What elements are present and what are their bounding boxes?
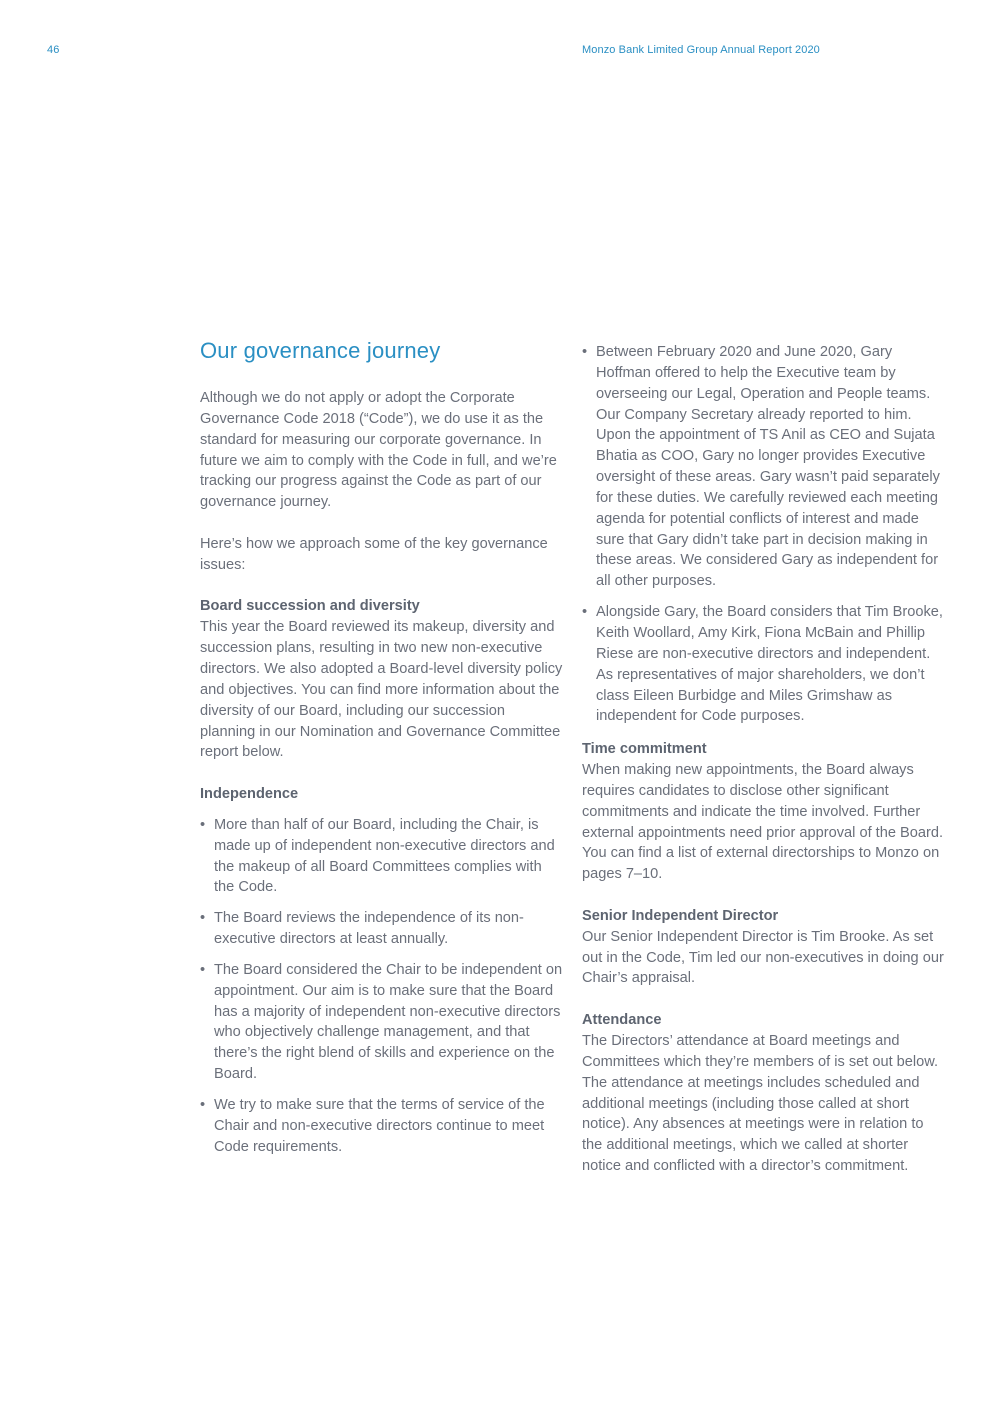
list-item-text: We try to make sure that the terms of service of the Chair and non-executive directors continue to meet Code requirements. (214, 1097, 545, 1155)
right-column (582, 336, 946, 1198)
attendance-body: The Directors’ attendance at Board meetings and Committees which they’re members of is set out below. The attendance at meetings includes scheduled and additional meetings (including those called at short notice). Any absences at meetings were in relation to the additional meetings, which we called at shorter notice and conflicted with a director’s commitment. (582, 1033, 939, 1175)
list-item-text: The Board considered the Chair to be independent on appointment. Our aim is to make sure that the Board has a majority of independent non-executive directors who objectively challenge management, and that there’s the right blend of skills and experience on the Board. (214, 961, 563, 1083)
bullet-icon: • (200, 961, 206, 978)
bullet-icon: • (582, 344, 588, 360)
list-item-text: Alongside Gary, the Board considers that Tim Brooke, Keith Woollard, Amy Kirk, Fiona McBain and Phillip Riese are non-executive directors and independent. As representatives of major shareholders, we don’t class Eileen Burbidge and Miles Grimshaw as independent for Code purposes. (596, 604, 943, 725)
list-item-text: Between February 2020 and June 2020, Gary Hoffman offered to help the Executive team by overseeing our Legal, Operation and People teams. Our Company Secretary already reported to him. Upon the appointment of TS Anil as CEO and Sujata Bhatia as COO, Gary no longer provides Executive oversight of these areas. Gary wasn’t paid separately for these duties. We carefully reviewed each meeting agenda for potential conflicts of interest and made sure that Gary didn’t take part in decision making in these areas. We considered Gary as independent for all other purposes. (596, 344, 940, 590)
report-title: Monzo Bank Limited Group Annual Report 2020 (582, 44, 820, 56)
list-item-text: The Board reviews the independence of its non-executive directors at least annually. (214, 910, 524, 948)
list-item (200, 908, 564, 950)
page-title: Our governance journey (200, 338, 441, 363)
time-commitment-body: When making new appointments, the Board always requires candidates to disclose other significant commitments and indicate the time involved. Further external appointments need prior approval of the Board. You can find a list of external directorships to Monzo on pages 7–10. (582, 762, 944, 883)
list-item (582, 602, 946, 727)
attendance-heading: Attendance (582, 1012, 662, 1029)
independence-list-continued (582, 342, 946, 727)
approach-paragraph: Here’s how we approach some of the key governance issues: (200, 535, 548, 573)
page-number: 46 (47, 44, 60, 56)
senior-independent-director-body: Our Senior Independent Director is Tim Brooke. As set out in the Code, Tim led our non-executives in doing our Chair’s appraisal. (582, 928, 944, 987)
independence-list (200, 815, 564, 1158)
list-item (200, 1095, 564, 1158)
list-item-text: More than half of our Board, including the Chair, is made up of independent non-executive directors and the makeup of all Board Committees complies with the Code. (214, 816, 555, 896)
intro-paragraph: Although we do not apply or adopt the Corporate Governance Code 2018 (“Code”), we do use it as the standard for measuring our corporate governance. In future we aim to comply with the Code in full, and we’re tracking our progress against the Code as part of our governance journey. (200, 390, 557, 511)
list-item (582, 342, 946, 592)
time-commitment-heading: Time commitment (582, 741, 707, 758)
board-succession-body: This year the Board reviewed its makeup, diversity and succession plans, resulting in two new non-executive directors. We also adopted a Board-level diversity policy and objectives. You can find more information about the diversity of our Board, including our succession planning in our Nomination and Governance Committee report below. (200, 619, 563, 761)
independence-heading: Independence (200, 786, 299, 803)
senior-independent-director-heading: Senior Independent Director (582, 907, 779, 924)
left-column (200, 336, 564, 1168)
bullet-icon: • (200, 1097, 206, 1113)
bullet-icon: • (200, 816, 206, 833)
bullet-icon: • (200, 910, 206, 927)
board-succession-heading: Board succession and diversity (200, 598, 420, 615)
list-item (200, 815, 564, 898)
list-item (200, 960, 564, 1085)
bullet-icon: • (582, 604, 588, 621)
